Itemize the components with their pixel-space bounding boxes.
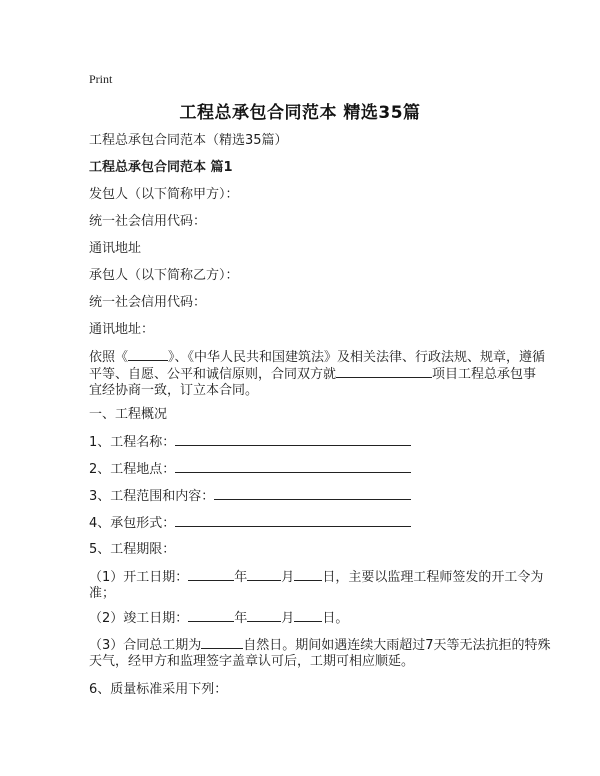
- intro-text: 项目工程总承包事: [432, 367, 537, 382]
- month-unit: 月: [281, 611, 295, 626]
- employer-address: 通讯地址: [89, 241, 142, 256]
- contract-form-item: [89, 513, 529, 533]
- completion-year-field[interactable]: [188, 608, 234, 622]
- contractor-credit-code: 统一社会信用代码：: [89, 295, 207, 310]
- intro-text: 》、《中华人民共和国建筑法》及相关法律、行政法规、规章，遵循: [168, 350, 546, 365]
- intro-line-3: 宜经协商一致，订立本合同。: [89, 383, 259, 398]
- project-location-item: [89, 459, 529, 479]
- intro-text: 依照《: [89, 350, 129, 365]
- completion-date-label: （2）竣工日期：: [89, 611, 189, 626]
- project-name-field[interactable]: [175, 432, 411, 446]
- start-year-field[interactable]: [188, 567, 234, 581]
- item-label: 3、工程范围和内容：: [89, 489, 215, 504]
- year-unit: 年: [234, 611, 248, 626]
- item-label: 2、工程地点：: [89, 462, 176, 477]
- quality-heading: 6、质量标准采用下列：: [89, 682, 228, 697]
- day-unit: 日。: [322, 611, 349, 626]
- project-location-field[interactable]: [175, 459, 411, 473]
- print-label: Print: [89, 72, 113, 86]
- employer-line: 发包人（以下简称甲方）：: [89, 187, 239, 202]
- document-subtitle: 工程总承包合同范本（精选35篇）: [89, 133, 288, 148]
- project-duration-item: 5、工程期限：: [89, 542, 176, 557]
- project-scope-item: [89, 486, 529, 506]
- completion-date-line: [89, 608, 529, 628]
- employer-credit-code: 统一社会信用代码：: [89, 214, 207, 229]
- total-days-field[interactable]: [201, 635, 243, 649]
- document-title: 工程总承包合同范本 精选35篇: [179, 103, 421, 123]
- total-duration-continuation: 天气，经甲方和监理签字盖章认可后，工期可相应顺延。: [89, 654, 415, 669]
- project-name-blank[interactable]: [336, 364, 432, 378]
- completion-month-field[interactable]: [247, 608, 281, 622]
- item-label: 4、承包形式：: [89, 516, 176, 531]
- year-unit: 年: [234, 570, 248, 585]
- start-month-field[interactable]: [247, 567, 281, 581]
- intro-text: 平等、自愿、公平和诚信原则，合同双方就: [89, 367, 337, 382]
- total-duration-text: 自然日。期间如遇连续大雨超过7天等无法抗拒的特殊: [243, 638, 551, 653]
- start-date-label: （1）开工日期：: [89, 570, 189, 585]
- month-unit: 月: [281, 570, 295, 585]
- section-heading: 工程总承包合同范本 篇1: [89, 160, 233, 175]
- project-scope-field[interactable]: [214, 486, 411, 500]
- start-date-continuation: 准；: [89, 586, 116, 601]
- law-name-blank[interactable]: [128, 347, 168, 361]
- project-name-item: [89, 432, 529, 452]
- item-label: 1、工程名称：: [89, 435, 176, 450]
- start-day-field[interactable]: [294, 567, 322, 581]
- total-duration-label: （3）合同总工期为: [89, 638, 202, 653]
- day-unit: 日，主要以监理工程师签发的开工令为: [322, 570, 544, 585]
- contract-form-field[interactable]: [175, 513, 411, 527]
- overview-heading: 一、工程概况: [89, 407, 168, 422]
- contractor-address: 通讯地址：: [89, 322, 155, 337]
- contractor-line: 承包人（以下简称乙方）：: [89, 268, 239, 283]
- completion-day-field[interactable]: [294, 608, 322, 622]
